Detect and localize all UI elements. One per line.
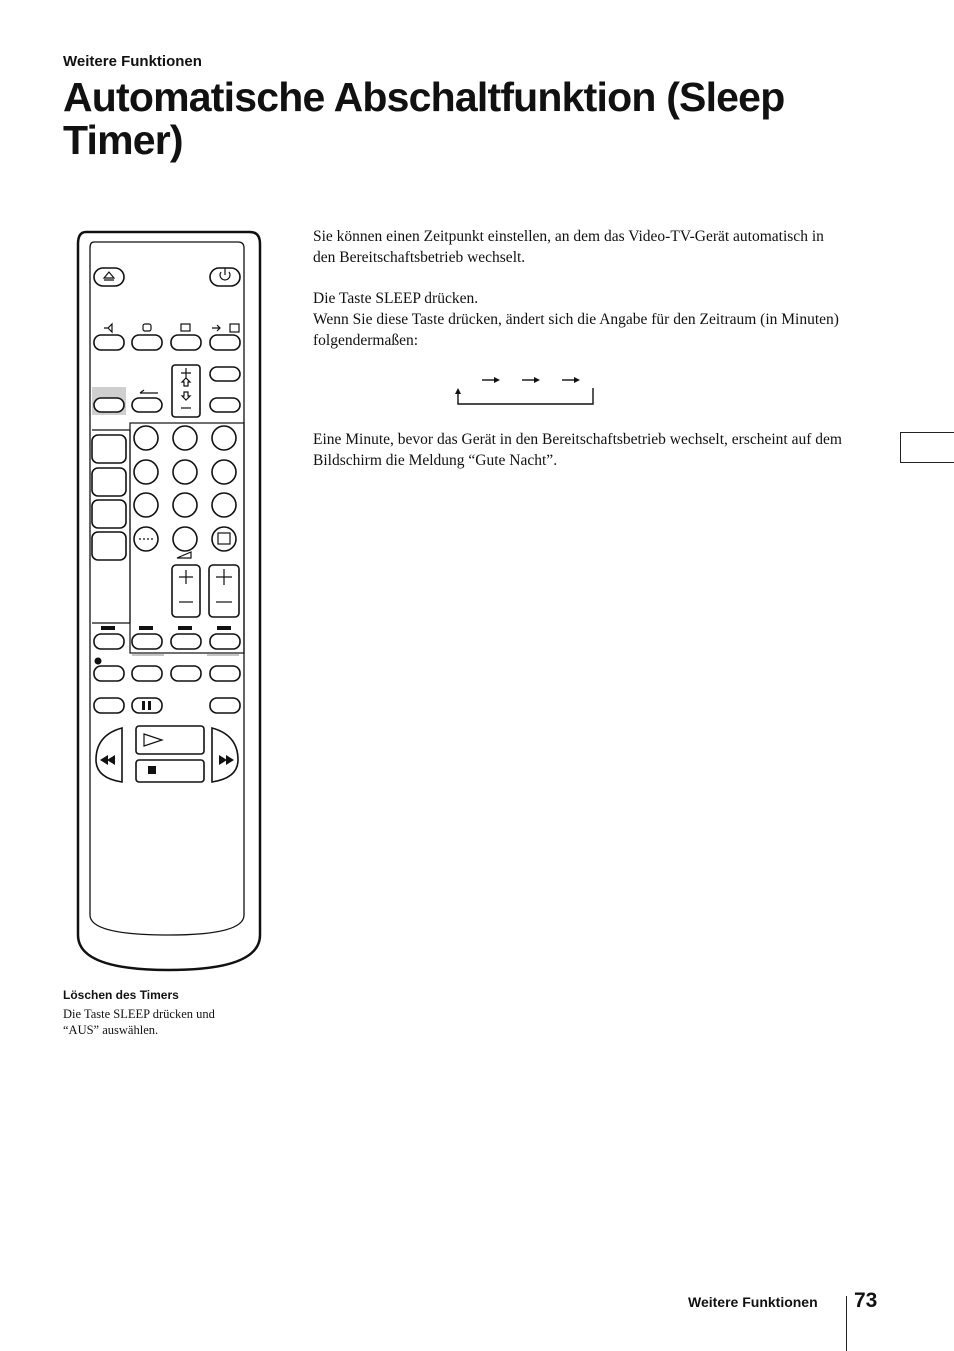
pause-icon [142, 701, 145, 710]
section-label: Weitere Funktionen [63, 53, 202, 70]
step-line-1: Die Taste SLEEP drücken. [313, 290, 479, 307]
fast-forward-button [212, 728, 238, 782]
teletext-icon [181, 324, 190, 331]
stop-button [136, 760, 204, 782]
sequence-diagram [440, 366, 610, 410]
volume-icon [177, 552, 191, 558]
play-button [136, 726, 204, 754]
remote-control-illustration [74, 230, 264, 975]
input-icon [212, 325, 220, 331]
note-title: Löschen des Timers [63, 988, 179, 1002]
tv-icon [143, 324, 151, 331]
goodnight-paragraph: Eine Minute, bevor das Gerät in den Bereitschaftsbetrieb wechselt, erscheint auf dem Bildschirm die Meldung “Gute Nacht”. [313, 431, 842, 469]
footer-section-label: Weitere Funktionen [688, 1294, 818, 1310]
sequence-loop-arrowhead [455, 388, 461, 394]
step-instruction [313, 288, 843, 351]
rewind-button [96, 728, 122, 782]
note-text: Die Taste SLEEP drücken und “AUS” auswählen. [63, 1007, 215, 1037]
sleep-button [94, 398, 124, 412]
stop-icon [148, 766, 156, 774]
number-keypad [134, 426, 239, 617]
record-dot-icon [95, 658, 102, 665]
step-line-2: Wenn Sie diese Taste drücken, ändert sich die Angabe für den Zeitraum (in Minuten) folgendermaßen: [313, 311, 839, 349]
sidebar-tab [900, 432, 954, 463]
page-title: Automatische Abschaltfunktion (Sleep Timer) [63, 74, 785, 163]
footer-divider [846, 1296, 847, 1351]
input-select-icon [230, 324, 239, 332]
back-arrow-icon [140, 390, 158, 393]
sequence-loop-line [458, 388, 593, 404]
intro-paragraph: Sie können einen Zeitpunkt einstellen, an dem das Video-TV-Gerät automatisch in den Bereitschaftsbetrieb wechselt. [313, 228, 824, 266]
page-number: 73 [854, 1289, 878, 1312]
mute-icon [104, 324, 112, 332]
